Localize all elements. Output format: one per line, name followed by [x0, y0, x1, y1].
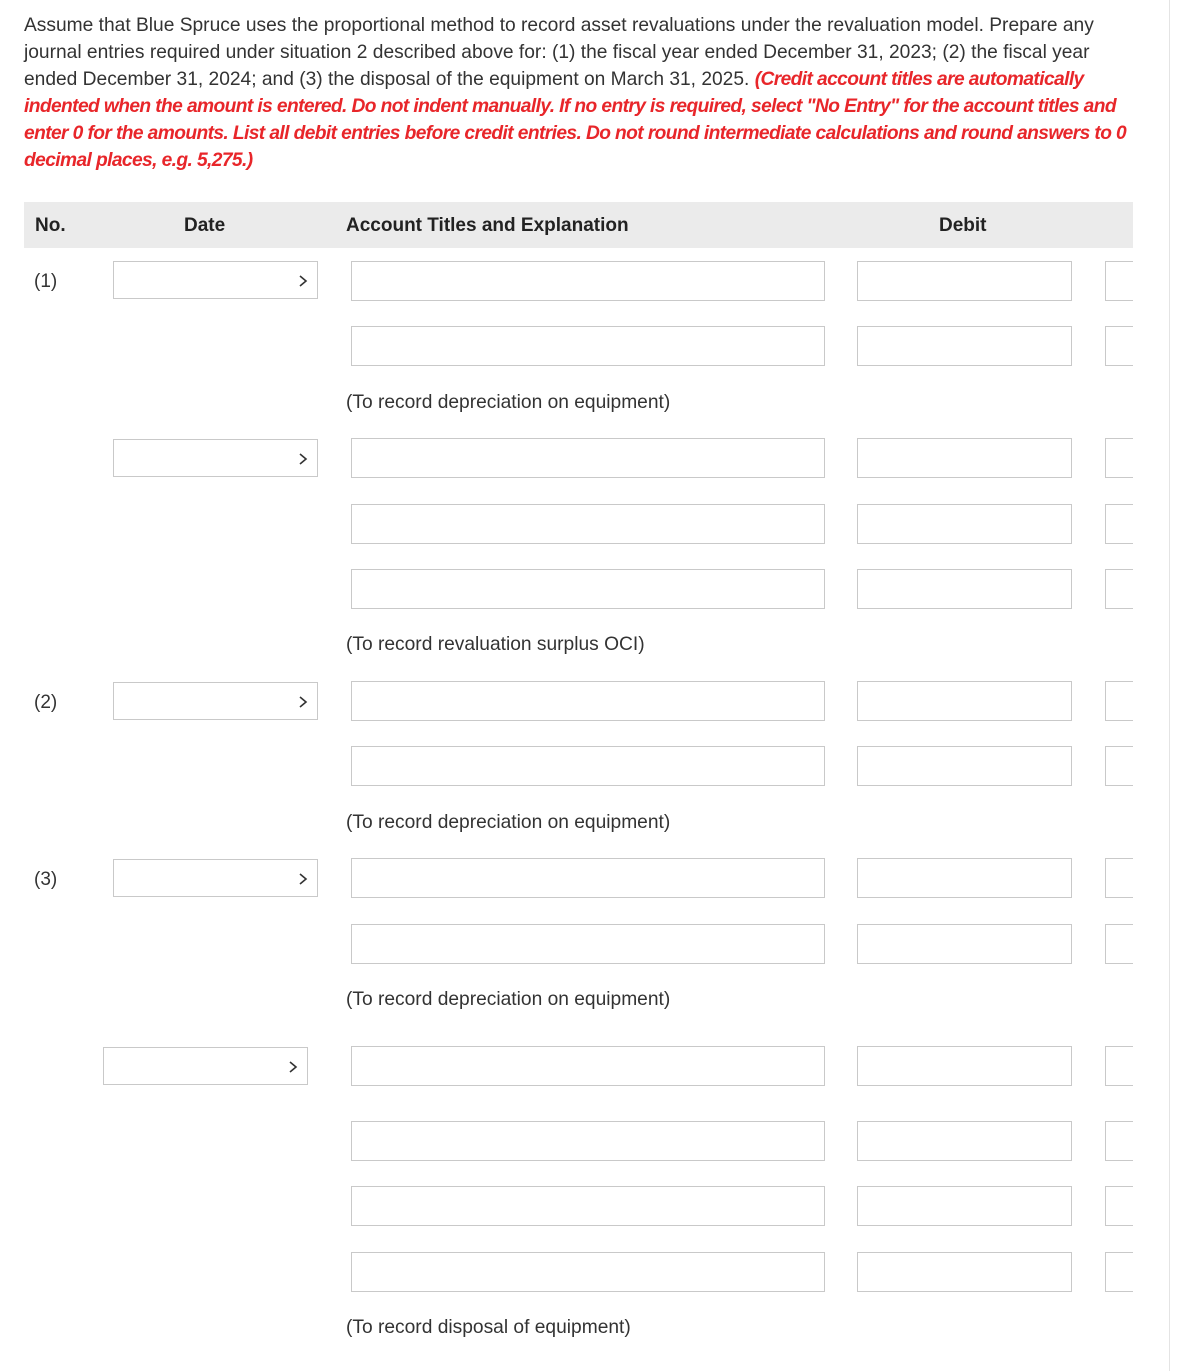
debit-amount-input[interactable] [857, 746, 1072, 786]
journal-table-header [24, 202, 1133, 248]
header-date: Date [184, 215, 226, 236]
header-account-titles: Account Titles and Explanation [346, 215, 629, 236]
entry-explanation: (To record depreciation on equipment) [346, 812, 671, 833]
debit-amount-input[interactable] [857, 1252, 1072, 1292]
account-title-input[interactable] [351, 504, 825, 544]
credit-amount-input[interactable] [1105, 504, 1133, 544]
entry-explanation: (To record revaluation surplus OCI) [346, 634, 645, 655]
credit-amount-input[interactable] [1105, 1121, 1133, 1161]
credit-amount-input[interactable] [1105, 569, 1133, 609]
debit-amount-input[interactable] [857, 438, 1072, 478]
credit-amount-input[interactable] [1105, 924, 1133, 964]
entry-explanation: (To record depreciation on equipment) [346, 392, 671, 413]
debit-amount-input[interactable] [857, 326, 1072, 366]
account-title-input[interactable] [351, 746, 825, 786]
date-select-3a[interactable] [113, 859, 318, 897]
debit-amount-input[interactable] [857, 261, 1072, 301]
credit-amount-input[interactable] [1105, 681, 1133, 721]
credit-amount-input[interactable] [1105, 438, 1133, 478]
credit-amount-input[interactable] [1105, 1186, 1133, 1226]
date-select-1a[interactable] [113, 261, 318, 299]
entry-explanation: (To record disposal of equipment) [346, 1317, 631, 1338]
credit-amount-input[interactable] [1105, 326, 1133, 366]
credit-amount-input[interactable] [1105, 261, 1133, 301]
debit-amount-input[interactable] [857, 681, 1072, 721]
date-select-1b[interactable] [113, 439, 318, 477]
debit-amount-input[interactable] [857, 1121, 1072, 1161]
credit-amount-input[interactable] [1105, 1046, 1133, 1086]
chevron-down-icon [295, 869, 311, 889]
question-instructions [24, 12, 1144, 174]
scrollbar[interactable] [1169, 0, 1200, 1371]
debit-amount-input[interactable] [857, 924, 1072, 964]
account-title-input[interactable] [351, 1046, 825, 1086]
chevron-down-icon [295, 692, 311, 712]
credit-amount-input[interactable] [1105, 858, 1133, 898]
entry-number-1: (1) [34, 271, 58, 292]
account-title-input[interactable] [351, 1252, 825, 1292]
instructions-text: Assume that Blue Spruce uses the proportional method to record asset revaluations under the revaluation model. Prepare any journal entries required under situation 2 described above for: (1) the fiscal year ended December 31, 2023; (2) the fiscal year ended December 31, 2024; and (3) the disposal of the equipment on March 31, 2025. [24, 15, 1094, 90]
credit-amount-input[interactable] [1105, 1252, 1133, 1292]
account-title-input[interactable] [351, 261, 825, 301]
debit-amount-input[interactable] [857, 504, 1072, 544]
account-title-input[interactable] [351, 326, 825, 366]
entry-number-2: (2) [34, 692, 58, 713]
chevron-down-icon [295, 449, 311, 469]
entry-number-3: (3) [34, 869, 58, 890]
credit-amount-input[interactable] [1105, 746, 1133, 786]
chevron-down-icon [285, 1057, 301, 1077]
date-select-2[interactable] [113, 682, 318, 720]
debit-amount-input[interactable] [857, 1046, 1072, 1086]
account-title-input[interactable] [351, 438, 825, 478]
account-title-input[interactable] [351, 924, 825, 964]
header-no: No. [35, 215, 66, 236]
header-debit: Debit [939, 215, 987, 236]
instructions-note: (Credit account titles are automatically indented when the amount is entered. Do not indent manually. If no entry is required, select "No Entry" for the account titles and enter 0 for the amounts. List all debit entries before credit entries. Do not round intermediate calculations and round answers to 0 decimal places, e.g. 5,275.) [24, 69, 1127, 171]
debit-amount-input[interactable] [857, 858, 1072, 898]
account-title-input[interactable] [351, 569, 825, 609]
account-title-input[interactable] [351, 858, 825, 898]
date-select-3b[interactable] [103, 1047, 308, 1085]
debit-amount-input[interactable] [857, 569, 1072, 609]
account-title-input[interactable] [351, 681, 825, 721]
chevron-down-icon [295, 271, 311, 291]
account-title-input[interactable] [351, 1121, 825, 1161]
entry-explanation: (To record depreciation on equipment) [346, 989, 671, 1010]
account-title-input[interactable] [351, 1186, 825, 1226]
debit-amount-input[interactable] [857, 1186, 1072, 1226]
